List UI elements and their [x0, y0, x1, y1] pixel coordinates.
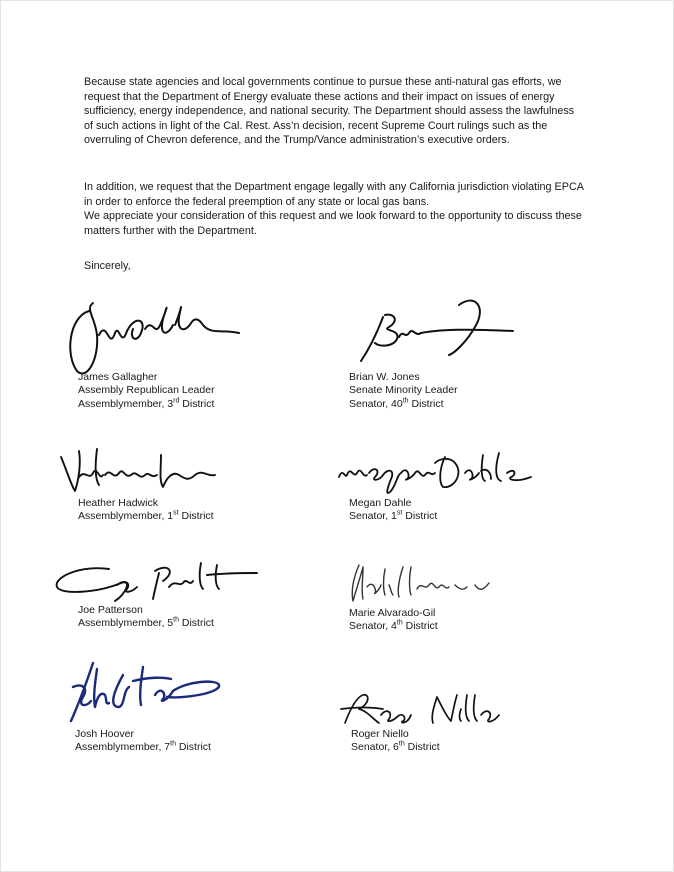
- signatory-joe-patterson: [78, 604, 214, 631]
- signatory-district: Assemblymember, 5th District: [78, 616, 214, 630]
- signatory-marie-alvarado-gil: [349, 607, 438, 634]
- signatory-title: Senate Minority Leader: [349, 384, 458, 397]
- signatory-district: Assemblymember, 7th District: [75, 740, 211, 754]
- signatory-name: James Gallagher: [78, 371, 158, 383]
- signatory-megan-dahle: [349, 497, 437, 524]
- closing-salutation: Sincerely,: [84, 260, 131, 272]
- signatory-name: Brian W. Jones: [349, 371, 420, 383]
- engagement-paragraph: [84, 180, 584, 238]
- signature-megan-dahle: [335, 449, 541, 499]
- signatory-district: Senator, 4th District: [349, 619, 438, 633]
- signatory-district: Assemblymember, 1st District: [78, 509, 214, 523]
- signature-heather-hadwick: [57, 441, 221, 499]
- signature-brian-jones: [341, 293, 521, 371]
- signatory-name: Heather Hadwick: [78, 497, 158, 509]
- signatory-name: Roger Niello: [351, 728, 409, 740]
- request-paragraph: Because state agencies and local governments continue to pursue these anti-natural gas efforts, we request that the Department of Energy evaluate these actions and their impact on issues of energy sufficiency, energy independence, and national security. The Department should assess the lawfulness of such actions in light of the Cal. Rest. Ass’n decision, recent Supreme Court rulings such as the overruling of Chevron deference, and the Trump/Vance administration’s executive orders.: [84, 76, 575, 147]
- signatory-name: Marie Alvarado-Gil: [349, 607, 436, 619]
- signatory-name: Joe Patterson: [78, 604, 143, 616]
- signatory-roger-niello: [351, 728, 440, 755]
- signature-roger-niello: [337, 689, 509, 729]
- signatory-heather-hadwick: [78, 497, 214, 524]
- signature-joe-patterson: [51, 559, 261, 609]
- signatory-district: Senator, 1st District: [349, 509, 438, 523]
- signatory-title: Assembly Republican Leader: [78, 384, 215, 397]
- signatory-james-gallagher: [78, 371, 215, 411]
- signature-josh-hoover: [63, 657, 225, 727]
- signature-james-gallagher: [63, 289, 243, 381]
- signatory-brian-jones: [349, 371, 458, 411]
- signatory-name: Megan Dahle: [349, 497, 412, 509]
- appreciation-sentence: We appreciate your consideration of this request and we look forward to the opportunity to discuss these matters further with the Department.: [84, 210, 582, 237]
- signature-marie-alvarado-gil: [345, 561, 507, 607]
- enforcement-request: In addition, we request that the Department engage legally with any California jurisdiction violating EPCA in order to enforce the federal preemption of any state or local gas bans.: [84, 181, 584, 208]
- signatory-josh-hoover: [75, 728, 211, 755]
- signatory-district: Senator, 40th District: [349, 397, 444, 410]
- signatory-district: Assemblymember, 3rd District: [78, 397, 215, 410]
- signatory-district: Senator, 6th District: [351, 740, 440, 754]
- signatory-name: Josh Hoover: [75, 728, 134, 740]
